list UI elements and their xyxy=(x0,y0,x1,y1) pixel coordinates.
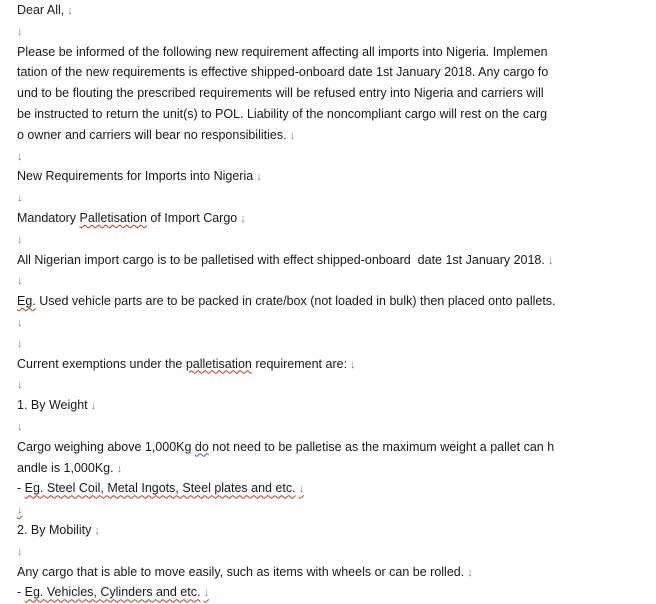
paragraph-mark-icon: ↓ xyxy=(240,212,246,225)
spellcheck-word[interactable]: Eg. xyxy=(17,294,36,309)
mobility-text-line xyxy=(17,562,647,583)
paragraph-mark-icon: ↓ xyxy=(67,5,73,17)
document-body[interactable] xyxy=(17,0,647,603)
paragraph-mark-icon: ↓ xyxy=(17,379,23,392)
paragraph-mark-icon: ↓ xyxy=(17,545,23,558)
empty-line xyxy=(17,333,647,354)
paragraph-mark-icon: ↓ xyxy=(17,25,23,38)
body-text: Current exemptions under the xyxy=(17,356,186,371)
heading-palletisation xyxy=(17,208,647,229)
empty-line xyxy=(17,416,647,437)
intro-text: o owner and carriers will bear no responsibilities. xyxy=(17,127,287,142)
greeting-line xyxy=(17,0,647,21)
spellcheck-phrase[interactable]: Eg. Steel Coil, Metal Ingots, Steel plates and etc. xyxy=(24,481,296,496)
list-heading: 2. By Mobility xyxy=(17,522,92,537)
paragraph-mark-icon: ↓ xyxy=(547,254,554,267)
grammar-check-word[interactable]: do xyxy=(194,439,209,454)
weight-text-line xyxy=(17,437,647,458)
empty-line xyxy=(17,229,647,250)
all-cargo-line xyxy=(17,250,647,271)
intro-text: tation of the new requirements is effective shipped-onboard date 1st January 2018. Any cargo fo xyxy=(17,65,549,80)
heading-text: New Requirements for Imports into Nigeria xyxy=(17,169,254,184)
paragraph-mark-icon: ↓ xyxy=(298,483,305,496)
spellcheck-phrase[interactable]: Eg. Vehicles, Cylinders and etc. xyxy=(24,585,201,600)
empty-line xyxy=(17,374,647,395)
empty-line xyxy=(17,499,647,520)
empty-line xyxy=(17,146,647,167)
body-text: requirement are: xyxy=(251,356,348,371)
body-text: Used vehicle parts are to be packed in crate/box (not loaded in bulk) then placed onto pallets. xyxy=(35,294,556,309)
empty-line xyxy=(17,21,647,42)
weight-text-line xyxy=(17,458,647,479)
mobility-example-line xyxy=(17,582,647,603)
heading-requirements xyxy=(17,166,647,187)
paragraph-mark-icon: ↓ xyxy=(17,150,23,163)
intro-paragraph-line xyxy=(17,104,647,125)
intro-text: Please be informed of the following new requirement affecting all imports into Nigeria. Implemen xyxy=(17,44,548,59)
exemptions-line xyxy=(17,354,647,375)
paragraph-mark-icon: ↓ xyxy=(17,420,23,433)
body-text: - xyxy=(17,585,25,600)
body-text: Any cargo that is able to move easily, such as items with wheels or can be rolled. xyxy=(17,564,465,579)
paragraph-mark-icon: ↓ xyxy=(17,275,23,288)
intro-paragraph-line xyxy=(17,83,647,104)
empty-line xyxy=(17,187,647,208)
spellcheck-word[interactable]: Palletisation xyxy=(79,210,147,225)
heading-text: Mandatory xyxy=(17,210,80,225)
empty-line xyxy=(17,541,647,562)
paragraph-mark-icon: ↓ xyxy=(256,171,262,184)
greeting-text: Dear All, xyxy=(17,3,65,17)
by-mobility-heading xyxy=(17,520,647,541)
list-heading: 1. By Weight xyxy=(17,398,88,413)
empty-line xyxy=(17,312,647,333)
spellcheck-word[interactable]: palletisation xyxy=(185,356,252,371)
intro-text: be instructed to return the unit(s) to POL. Liability of the noncompliant cargo will rest on the carg xyxy=(17,106,548,121)
paragraph-mark-icon: ↓ xyxy=(203,587,209,600)
paragraph-mark-icon: ↓ xyxy=(17,316,23,329)
intro-text: und to be flouting the prescribed requirements will be refused entry into Nigeria and carriers will xyxy=(17,86,544,101)
body-text: Cargo weighing above 1,000Kg xyxy=(17,439,195,454)
example-line xyxy=(17,291,647,312)
paragraph-mark-icon: ↓ xyxy=(467,566,473,579)
paragraph-mark-icon: ↓ xyxy=(350,358,356,371)
paragraph-mark-icon: ↓ xyxy=(94,524,100,537)
paragraph-mark-icon: ↓ xyxy=(17,504,23,517)
paragraph-mark-icon: ↓ xyxy=(17,337,23,350)
body-text: All Nigerian import cargo is to be palletised with effect shipped-onboard date 1st January 2018. xyxy=(17,252,545,267)
heading-text: of Import Cargo xyxy=(146,210,238,225)
by-weight-heading xyxy=(17,395,647,416)
paragraph-mark-icon: ↓ xyxy=(17,233,23,246)
intro-paragraph-line xyxy=(17,42,647,63)
intro-paragraph-line xyxy=(17,125,647,146)
intro-paragraph-line xyxy=(17,62,647,83)
body-text: andle is 1,000Kg. xyxy=(17,460,114,475)
paragraph-mark-icon: ↓ xyxy=(116,462,123,475)
body-text: not need to be palletise as the maximum weight a pallet can h xyxy=(208,439,555,454)
empty-line xyxy=(17,270,647,291)
paragraph-mark-icon: ↓ xyxy=(289,129,296,142)
paragraph-mark-icon: ↓ xyxy=(90,400,97,413)
body-text: - xyxy=(17,481,25,496)
paragraph-mark-icon: ↓ xyxy=(17,192,23,205)
weight-example-line xyxy=(17,478,647,499)
